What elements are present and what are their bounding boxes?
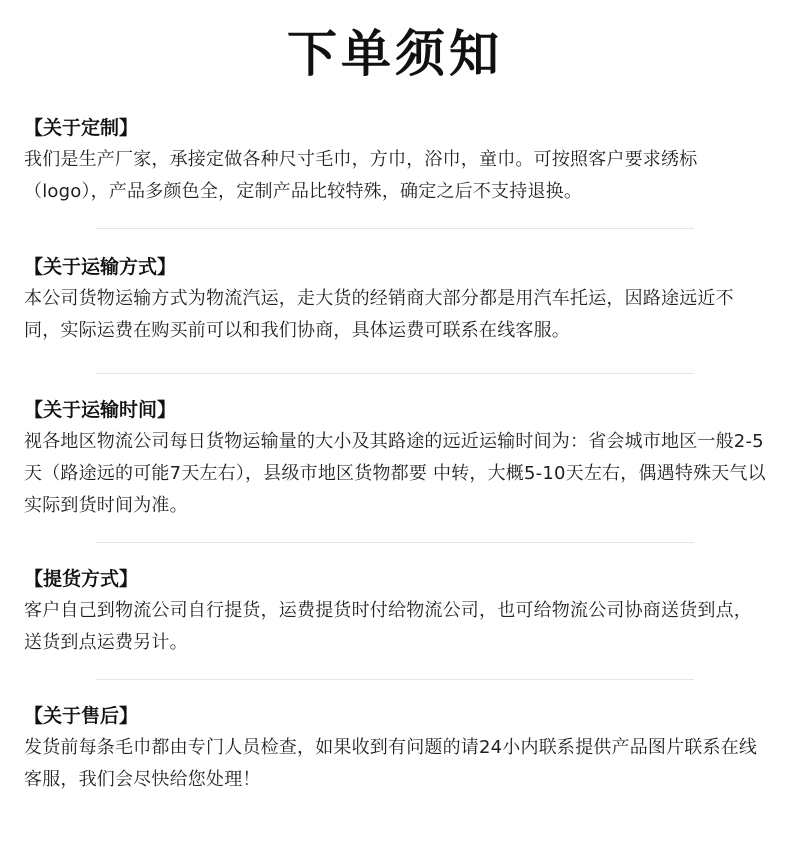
- section-body: 我们是生产厂家，承接定做各种尺寸毛巾，方巾，浴巾，童巾。可按照客户要求绣标（logo），产品多颜色全，定制产品比较特殊，确定之后不支持退换。: [24, 149, 698, 202]
- section-shipping-time: [24, 374, 766, 522]
- section-after-sales: [24, 680, 766, 796]
- section-heading: 【关于运输时间】: [24, 399, 177, 421]
- section-heading: 【提货方式】: [24, 568, 139, 590]
- section-body: 视各地区物流公司每日货物运输量的大小及其路途的远近运输时间为：省会城市地区一般2-5天（路途远的可能7天左右），县级市地区货物都要 中转，大概5-10天左右，偶遇特殊天气以实际到货时间为准。: [24, 431, 766, 516]
- section-body: 本公司货物运输方式为物流汽运，走大货的经销商大部分都是用汽车托运，因路途远近不同，实际运费在购买前可以和我们协商，具体运费可联系在线客服。: [24, 288, 734, 341]
- section-pickup-method: [24, 543, 766, 659]
- section-customization: [24, 114, 766, 208]
- section-heading: 【关于售后】: [24, 705, 139, 727]
- section-body: 发货前每条毛巾都由专门人员检查，如果收到有问题的请24小内联系提供产品图片联系在线客服，我们会尽快给您处理！: [24, 737, 758, 790]
- page-title: 下单须知: [287, 25, 503, 83]
- section-body: 客户自己到物流公司自行提货，运费提货时付给物流公司，也可给物流公司协商送货到点，送货到点运费另计。: [24, 600, 752, 653]
- notice-sections: [24, 114, 766, 796]
- section-shipping-method: [24, 229, 766, 347]
- section-heading: 【关于运输方式】: [24, 256, 177, 278]
- section-heading: 【关于定制】: [24, 117, 139, 139]
